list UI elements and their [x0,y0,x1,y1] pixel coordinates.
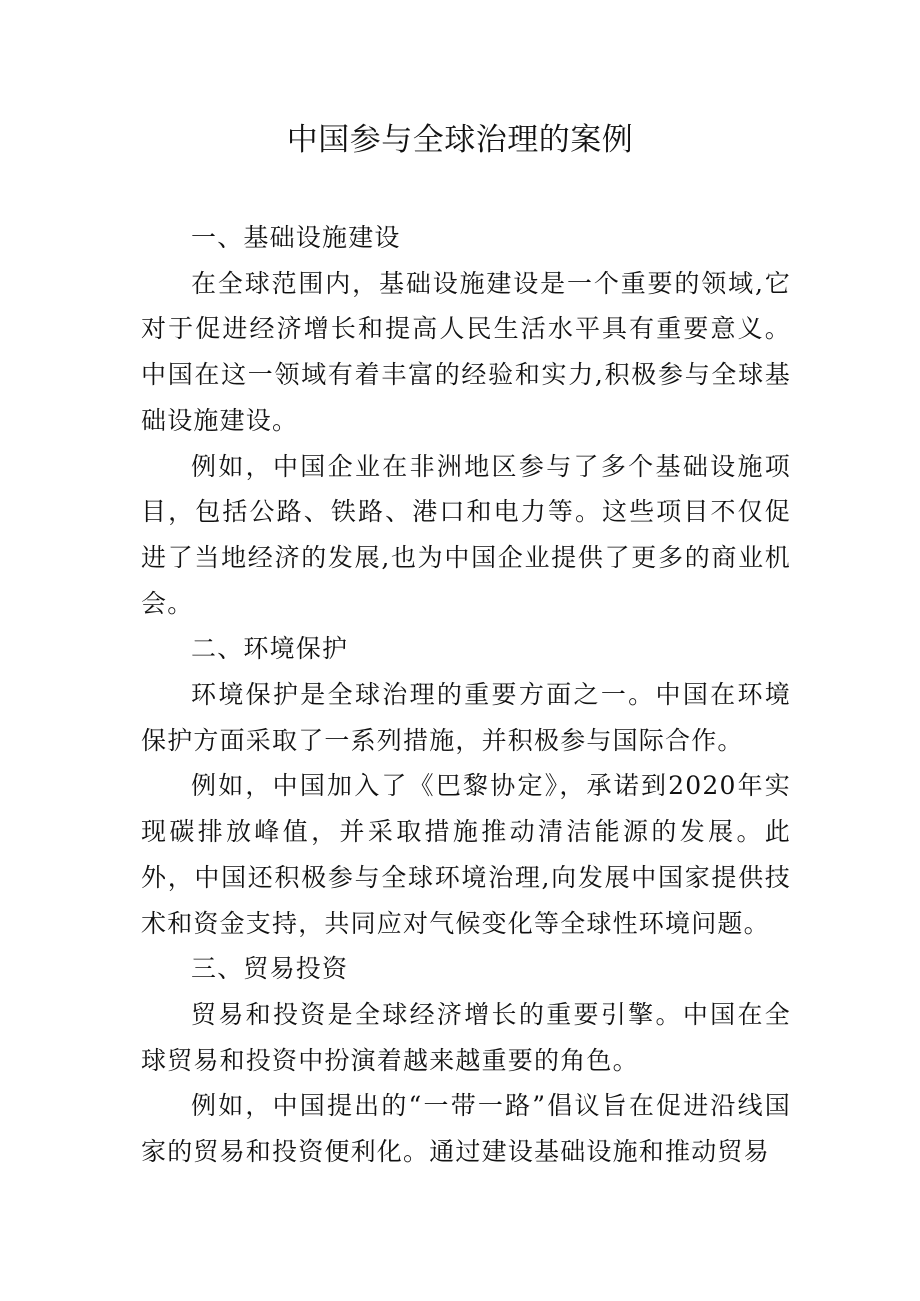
paragraph-trade-example: 例如，中国提出的“一带一路”倡议旨在促进沿线国家的贸易和投资便利化。通过建设基础设施和推动贸易 [141,1091,791,1167]
document-title: 中国参与全球治理的案例 [286,122,634,158]
document-body [141,215,791,1175]
section-heading-environment: 二、环境保护 [191,634,349,664]
section-heading-trade: 三、贸易投资 [191,954,349,984]
paragraph-infrastructure-example: 例如，中国企业在非洲地区参与了多个基础设施项目，包括公路、铁路、港口和电力等。这些项目不仅促进了当地经济的发展,也为中国企业提供了更多的商业机会。 [141,451,791,618]
paragraph-environment-intro: 环境保护是全球治理的重要方面之一。中国在环境保护方面采取了一系列措施，并积极参与国际合作。 [141,680,791,755]
paragraph-environment-example: 例如，中国加入了《巴黎协定》，承诺到2020年实现碳排放峰值，并采取措施推动清洁能源的发展。此外，中国还积极参与全球环境治理,向发展中国家提供技术和资金支持，共同应对气候变化等全球性环境问题。 [141,771,791,938]
paragraph-infrastructure-intro: 在全球范围内，基础设施建设是一个重要的领域,它对于促进经济增长和提高人民生活水平具有重要意义。中国在这一领域有着丰富的经验和实力,积极参与全球基础设施建设。 [141,268,791,435]
section-heading-infrastructure: 一、基础设施建设 [191,223,401,252]
paragraph-trade-intro: 贸易和投资是全球经济增长的重要引擎。中国在全球贸易和投资中扮演着越来越重要的角色。 [141,999,791,1075]
